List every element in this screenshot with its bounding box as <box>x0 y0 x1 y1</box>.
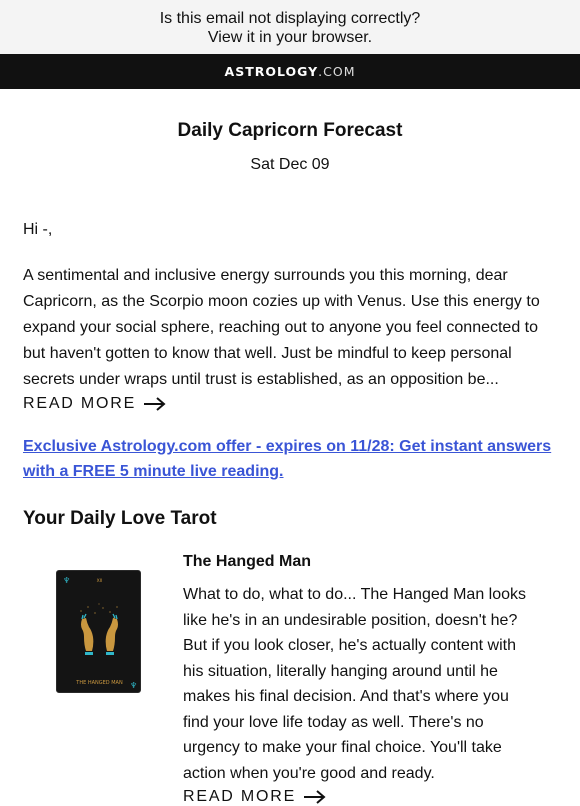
live-reading-offer-link[interactable]: Exclusive Astrology.com offer - expires on 11/28: Get instant answers with a FREE 5 minute live reading. <box>23 438 552 480</box>
greeting: Hi -, <box>23 221 53 238</box>
tarot-read-more-link[interactable] <box>183 788 326 806</box>
preheader <box>0 0 580 54</box>
arrow-right-icon <box>304 790 326 804</box>
card-hands-figure <box>81 614 118 655</box>
arrow-right-icon <box>144 397 166 411</box>
card-caption: THE HANGED MAN <box>76 680 123 686</box>
preheader-line-2: View it in your browser. <box>207 29 373 46</box>
card-corner-symbol-top: ♆ <box>63 576 71 585</box>
tarot-card-wrapper <box>23 551 183 806</box>
view-in-browser-link[interactable] <box>0 9 580 47</box>
forecast-title: Daily Capricorn Forecast <box>177 120 403 141</box>
forecast-read-more-link[interactable] <box>23 395 166 413</box>
tarot-read-more-label: READ MORE <box>183 788 297 805</box>
card-corner-symbol-bottom: ♆ <box>130 681 138 690</box>
tarot-card-name: The Hanged Man <box>183 553 312 570</box>
logo-domain: .COM <box>318 64 356 79</box>
forecast-date: Sat Dec 09 <box>250 156 330 173</box>
hanged-man-card-art <box>57 571 142 694</box>
tarot-card-image[interactable] <box>56 570 141 693</box>
brand-bar <box>0 54 580 89</box>
card-stars <box>80 604 117 619</box>
logo-name: ASTROLOGY <box>224 64 319 79</box>
astrology-logo[interactable] <box>225 64 356 79</box>
preheader-line-1: Is this email not displaying correctly? <box>159 10 421 27</box>
love-tarot-heading: Your Daily Love Tarot <box>23 508 217 529</box>
tarot-text-column <box>183 551 557 806</box>
forecast-body: A sentimental and inclusive energy surrounds you this morning, dear Capricorn, as the Scorpio moon cozies up with Venus. Use this energy to expand your social sphere, reaching out to anyone you feel connected to but haven't gotten to know that well. Just be mindful to keep personal secrets under wraps until trust is established, as an opposition be... <box>23 267 540 388</box>
email-content <box>0 220 580 806</box>
forecast-read-more-label: READ MORE <box>23 395 137 412</box>
tarot-card-description: What to do, what to do... The Hanged Man looks like he's in an undesirable position, doesn't he? But if you look closer, he's actually content with his situation, literally hanging around until he makes his final decision. And that's where you find your love life today as well. There's no urgency to make your final choice. You'll take action when you're good and ready. <box>183 586 527 782</box>
tarot-row <box>23 551 557 806</box>
card-number: XII <box>96 579 103 584</box>
